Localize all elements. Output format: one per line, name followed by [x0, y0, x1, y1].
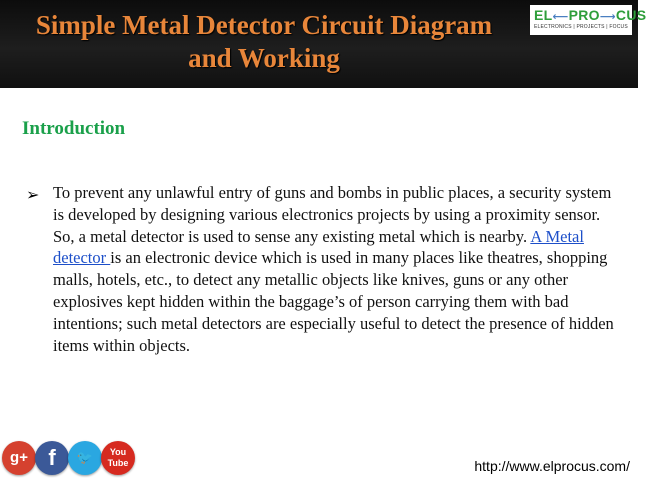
logo-el: EL [534, 7, 553, 23]
youtube-icon[interactable] [101, 441, 135, 475]
metal-detector-link[interactable]: A Metal detector [53, 226, 584, 268]
logo-arrow-right-icon: ⟶ [599, 11, 616, 23]
paragraph-part-2: is an electronic device which is used in many places like theatres, shopping malls, hotels, etc., to detect any metallic objects like knives, guns or any other explosives kept hidden within the baggage’s of person carrying them with bad intentions; such metal detectors are especially useful to detect the presence of hidden items within objects. [53, 248, 614, 355]
youtube-label-2: Tube [107, 458, 129, 468]
logo-wordmark [534, 7, 646, 23]
youtube-label-1: You [109, 447, 127, 457]
page-title [10, 9, 518, 75]
elprocus-logo[interactable] [530, 5, 646, 35]
paragraph-part-1: To prevent any unlawful entry of guns and bombs in public places, a security system is developed by designing various electronics projects by using a proximity sensor. So, a metal detector is used to sense any existing metal which is nearby. [53, 183, 612, 246]
footer-url[interactable]: http://www.elprocus.com/ [474, 458, 630, 474]
logo-cus: CUS [615, 7, 646, 23]
google-plus-icon[interactable]: g+ [2, 441, 36, 475]
facebook-icon[interactable]: f [35, 441, 69, 475]
title-line-2: and Working [188, 43, 340, 73]
bullet-arrow-icon: ➢ [26, 185, 40, 204]
header-banner [0, 0, 646, 88]
logo-tagline: ELECTRONICS | PROJECTS | FOCUS [534, 24, 628, 30]
twitter-icon[interactable]: 🐦 [68, 441, 102, 475]
logo-arrow-left-icon: ⟵ [552, 11, 569, 23]
section-heading: Introduction [22, 118, 126, 139]
title-line-1: Simple Metal Detector Circuit Diagram [35, 10, 493, 40]
logo-pro: PRO [568, 7, 600, 23]
intro-paragraph [53, 182, 623, 356]
